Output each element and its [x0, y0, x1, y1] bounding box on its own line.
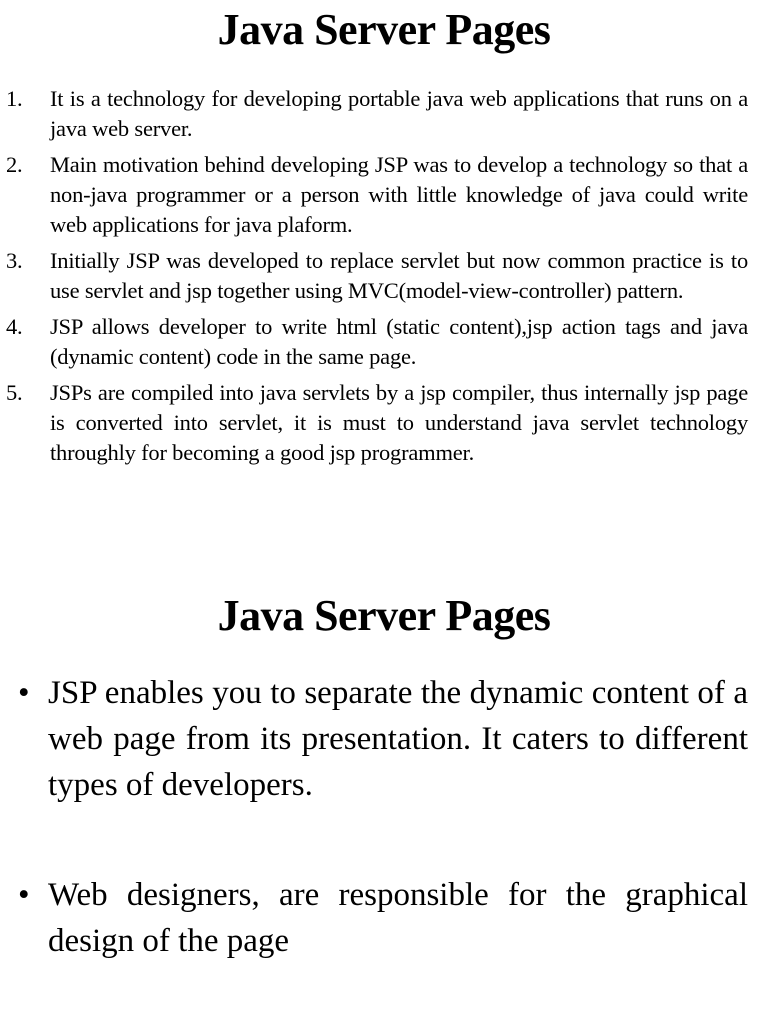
bullet-text: Web designers, are responsible for the graphical design of the page: [48, 877, 748, 959]
list-item-text: Initially JSP was developed to replace servlet but now common practice is to use servlet and jsp together using MVC(model-view-controller) pattern.: [50, 248, 748, 303]
list-item-number: 5.: [6, 380, 23, 405]
list-item: [0, 150, 768, 240]
numbered-list: [0, 84, 768, 474]
list-item-text: JSP allows developer to write html (static content),jsp action tags and java (dynamic content) code in the same page.: [50, 314, 748, 369]
slide-2-title: Java Server Pages: [217, 591, 551, 640]
list-item-text: Main motivation behind developing JSP was to develop a technology so that a non-java programmer or a person with little knowledge of java could write web applications for java plaform.: [50, 152, 748, 237]
bullet-icon: •: [18, 675, 30, 711]
list-item-number: 2.: [6, 152, 23, 177]
list-item-number: 1.: [6, 86, 23, 111]
bullet-icon: •: [18, 877, 30, 913]
bullet-text: JSP enables you to separate the dynamic content of a web page from its presentation. It caters to different types of developers.: [48, 675, 748, 803]
list-item: [0, 84, 768, 144]
list-item-text: JSPs are compiled into java servlets by a jsp compiler, thus internally jsp page is converted into servlet, it is must to understand java servlet technology throughly for becoming a good jsp programmer.: [50, 380, 748, 465]
bullet-item: [0, 872, 768, 964]
list-item-number: 4.: [6, 314, 23, 339]
bullet-list: [0, 670, 768, 964]
list-item: [0, 378, 768, 468]
list-item-number: 3.: [6, 248, 23, 273]
list-item: [0, 246, 768, 306]
bullet-item: [0, 670, 768, 808]
slide-1-title: Java Server Pages: [217, 5, 551, 54]
list-item-text: It is a technology for developing portable java web applications that runs on a java web server.: [50, 86, 748, 141]
slide-2: [0, 590, 768, 1010]
list-item: [0, 312, 768, 372]
